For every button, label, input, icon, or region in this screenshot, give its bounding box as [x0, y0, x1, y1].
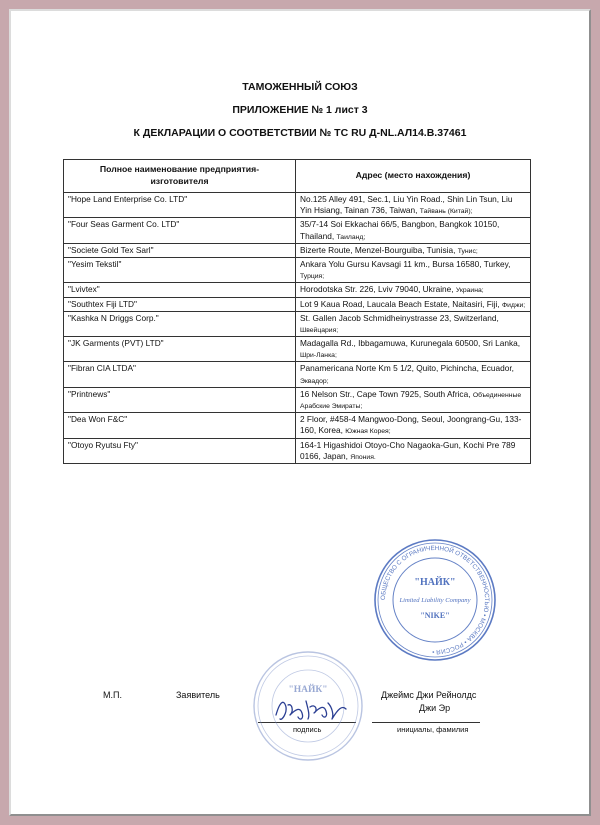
- table-row: [64, 257, 531, 282]
- country-ru: Южная Корея;: [345, 428, 391, 436]
- name-line: [372, 722, 480, 723]
- address-text: St. Gallen Jacob Schmidheinystrasse 23, Switzerland,: [300, 312, 499, 323]
- declaration-title: К ДЕКЛАРАЦИИ О СООТВЕТСТВИИ № ТС RU Д-NL.АЛ14.В.37461: [133, 127, 467, 139]
- manufacturer-name: "Otoyo Ryutsu Fty": [64, 438, 296, 463]
- table-row: [64, 283, 531, 297]
- country-ru: Тайвань (Китай);: [419, 208, 473, 216]
- country-ru: Украина;: [455, 287, 484, 295]
- manufacturer-address: [296, 362, 531, 387]
- manufacturer-address: [296, 243, 531, 257]
- appendix-title: ПРИЛОЖЕНИЕ № 1 лист 3: [232, 104, 368, 116]
- address-text: Bizerte Route, Menzel-Bourguiba, Tunisia,: [300, 244, 456, 255]
- name-caption: инициалы, фамилия: [397, 725, 469, 734]
- manufacturer-name: "Kashka N Driggs Corp.": [64, 311, 296, 336]
- address-text: 164-1 Higashidoi Otoyo-Cho Nagaoka-Gun, Kochi Pre 789 0166, Japan,: [300, 439, 516, 461]
- table-row: [64, 438, 531, 463]
- manufacturer-name: "Fibran CIA LTDA": [64, 362, 296, 387]
- manufacturer-name: "JK Garments (PVT) LTD": [64, 337, 296, 362]
- address-text: 35/7-14 Soi Ekkachai 66/5, Bangbon, Bangkok 10150, Thailand,: [300, 219, 500, 241]
- column-header-name-line2: изготовителя: [150, 176, 209, 186]
- signer-name: Джеймс Джи Рейнолдс: [381, 690, 477, 700]
- address-text: 16 Nelson Str., Cape Town 7925, South Africa,: [300, 388, 471, 399]
- manufacturer-name: "Four Seas Garment Co. LTD": [64, 218, 296, 243]
- table-row: [64, 337, 531, 362]
- manufacturer-address: [296, 218, 531, 243]
- address-text: Panamericana Norte Km 5 1/2, Quito, Pichincha, Ecuador,: [300, 363, 514, 374]
- manufacturer-name: "Yesim Tekstil": [64, 257, 296, 282]
- manufacturer-address: [296, 337, 531, 362]
- manufacturer-name: "Southtex Fiji LTD": [64, 297, 296, 311]
- manufacturer-address: [296, 413, 531, 438]
- address-text: 2 Floor, #458-4 Mangwoo-Dong, Seoul, Joongrang-Gu, 133-160, Korea,: [300, 414, 522, 436]
- stamp-ring-text: ОБЩЕСТВО С ОГРАНИЧЕННОЙ ОТВЕТСТВЕННОСТЬЮ • МОСКВА • РОССИЯ •: [379, 544, 491, 656]
- country-ru: Объединенные Арабские Эмираты;: [300, 391, 522, 410]
- table-row: [64, 387, 531, 412]
- manufacturers-table: [63, 159, 531, 464]
- country-ru: Тунис;: [457, 247, 478, 255]
- manufacturer-name: "Lvivtex": [64, 283, 296, 297]
- company-stamp-large: [373, 538, 497, 662]
- manufacturer-name: "Printnews": [64, 387, 296, 412]
- applicant-label: Заявитель: [176, 690, 220, 700]
- seal-place-label: М.П.: [103, 690, 122, 700]
- manufacturer-address: [296, 257, 531, 282]
- handwritten-signature: [270, 693, 350, 725]
- address-text: Madagalla Rd., Ibbagamuwa, Kurunegala 60500, Sri Lanka,: [300, 338, 521, 349]
- column-header-name: [64, 160, 296, 193]
- manufacturer-name: "Dea Won F&C": [64, 413, 296, 438]
- country-ru: Фиджи;: [502, 301, 526, 309]
- table-row: [64, 193, 531, 218]
- signature-caption: подпись: [293, 725, 322, 734]
- address-text: Ankara Yolu Gursu Kavsagi 11 km., Bursa 16580, Turkey,: [300, 258, 511, 269]
- manufacturer-name: "Hope Land Enterprise Co. LTD": [64, 193, 296, 218]
- manufacturer-address: [296, 438, 531, 463]
- stamp-company-type: Limited Liability Company: [399, 597, 471, 604]
- address-text: No.125 Alley 491, Sec.1, Liu Yin Road., Shin Lin Tsun, Liu Yin Hsiang, Tainan 736, Taiwan,: [300, 194, 513, 216]
- column-header-address: Адрес (место нахождения): [296, 160, 531, 193]
- document-title: ТАМОЖЕННЫЙ СОЮЗ: [242, 81, 358, 93]
- manufacturer-address: [296, 297, 531, 311]
- column-header-name-line1: Полное наименование предприятия-: [99, 164, 260, 175]
- table-header-row: [64, 160, 531, 193]
- manufacturer-name: "Societe Gold Tex Sarl": [64, 243, 296, 257]
- country-ru: Таиланд;: [336, 233, 366, 241]
- manufacturer-address: [296, 193, 531, 218]
- stamp-name-ru: "НАЙК": [414, 577, 456, 588]
- table-row: [64, 218, 531, 243]
- manufacturer-address: [296, 311, 531, 336]
- table-row: [64, 243, 531, 257]
- address-text: Horodotska Str. 226, Lviv 79040, Ukraine,: [300, 284, 454, 295]
- country-ru: Япония.: [350, 453, 376, 461]
- country-ru: Эквадор;: [300, 377, 329, 385]
- table-row: [64, 311, 531, 336]
- signer-initials: Джи Эр: [419, 703, 451, 713]
- table-row: [64, 413, 531, 438]
- manufacturer-address: [296, 387, 531, 412]
- country-ru: Турция;: [300, 273, 325, 281]
- manufacturer-address: [296, 283, 531, 297]
- address-text: Lot 9 Kaua Road, Laucala Beach Estate, Naitasiri, Fiji,: [300, 298, 500, 309]
- stamp-name-en: "NIKE": [420, 611, 450, 620]
- table-row: [64, 297, 531, 311]
- country-ru: Шри-Ланка;: [300, 352, 337, 360]
- table-row: [64, 362, 531, 387]
- country-ru: Швейцария;: [300, 326, 339, 334]
- small-stamp-name: "НАЙК": [288, 685, 328, 695]
